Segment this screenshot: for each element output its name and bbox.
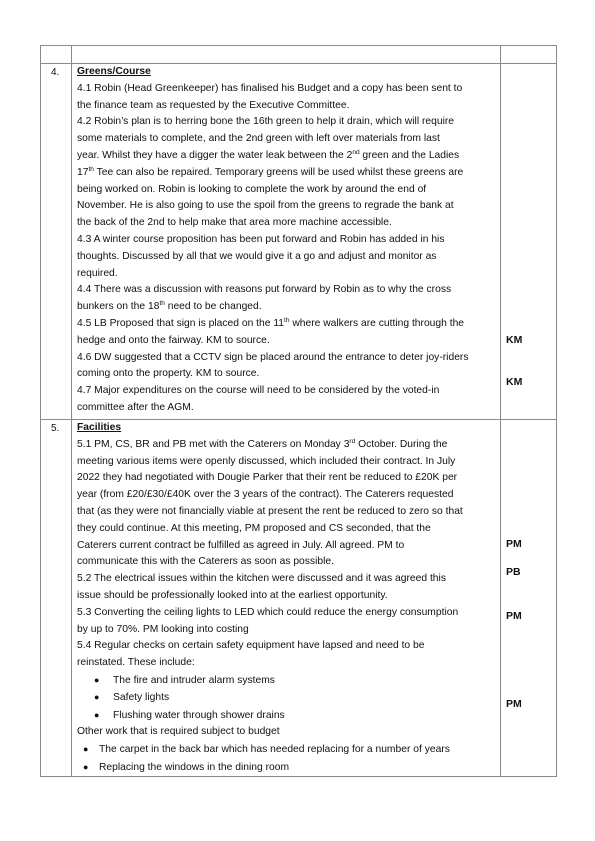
text-line: thoughts. Discussed by all that we would give it a go and adjust and monitor as	[77, 250, 437, 262]
list-item-text: Safety lights	[113, 692, 170, 704]
list-item-text: The carpet in the back bar which has needed replacing for a number of years	[99, 744, 450, 756]
list-item	[77, 672, 498, 690]
table-row-empty	[41, 46, 557, 64]
bullet-icon: ●	[94, 692, 100, 703]
list-item	[77, 759, 498, 777]
item-body	[72, 64, 501, 420]
text-line: 4.1 Robin (Head Greenkeeper) has finalised his Budget and a copy has been sent to	[77, 82, 463, 94]
text-line	[77, 165, 498, 182]
empty-cell	[41, 46, 72, 64]
text-line	[77, 148, 498, 165]
text-line: reinstated. These include:	[77, 657, 195, 669]
text-span: October. During the	[355, 438, 448, 450]
item-number: 4.	[41, 64, 72, 420]
safety-equipment-list	[77, 672, 498, 725]
text-line: Other work that is required subject to budget	[77, 726, 280, 738]
bullet-icon: ●	[83, 744, 89, 755]
action-initials: KM	[506, 376, 523, 388]
text-span: need to be changed.	[164, 301, 262, 313]
text-line: 5.2 The electrical issues within the kitchen were discussed and it was agreed this	[77, 573, 446, 585]
list-item-text: Flushing water through shower drains	[113, 709, 285, 721]
list-item	[77, 689, 498, 707]
text-span: 4.5 LB Proposed that sign is placed on the 11	[77, 317, 285, 329]
list-item-text: Replacing the windows in the dining room	[99, 761, 290, 773]
superscript: rd	[349, 437, 356, 445]
list-item-text: The fire and intruder alarm systems	[113, 674, 275, 686]
superscript: nd	[352, 148, 360, 156]
text-line: issue should be professionally looked into at the earliest opportunity.	[77, 589, 388, 601]
text-line: 4.2 Robin’s plan is to herring bone the 16th green to help it drain, which will require	[77, 116, 455, 128]
text-line: hedge and onto the fairway. KM to source.	[77, 334, 270, 346]
text-line: some materials to complete, and the 2nd green with left over materials from last	[77, 133, 440, 145]
bullet-icon: ●	[94, 674, 100, 685]
list-item	[77, 707, 498, 725]
bullet-icon: ●	[94, 709, 100, 720]
section-heading: Greens/Course	[77, 66, 151, 77]
superscript: th	[284, 316, 290, 324]
table-row-greens-course	[41, 64, 557, 420]
table-row-facilities	[41, 420, 557, 777]
action-initials: PM	[506, 610, 522, 622]
text-line	[77, 437, 498, 454]
empty-cell	[72, 46, 501, 64]
text-line: 4.7 Major expenditures on the course will need to be considered by the voted-in	[77, 385, 440, 397]
bullet-icon: ●	[83, 761, 89, 772]
text-span: bunkers on the 18	[77, 301, 160, 313]
superscript: th	[88, 165, 94, 173]
text-line: year (from £20/£30/£40K over the 3 years of the contract). The Caterers requested	[77, 489, 454, 501]
text-line	[77, 299, 498, 316]
text-line: 4.3 A winter course proposition has been put forward and Robin has added in his	[77, 233, 445, 245]
text-line: communicate this with the Caterers as soon as possible.	[77, 556, 334, 568]
action-initials: PM	[506, 698, 522, 710]
text-span: green and the Ladies	[359, 149, 460, 161]
text-line: meeting various items were openly discussed, which included their contract. In July	[77, 455, 456, 467]
text-line: coming onto the property. KM to source.	[77, 368, 260, 380]
text-line: committee after the AGM.	[77, 401, 194, 413]
text-line: 4.6 DW suggested that a CCTV sign be placed around the entrance to deter joy-riders	[77, 351, 469, 363]
action-initials: PB	[506, 566, 521, 578]
item-body	[72, 420, 501, 777]
action-initials: KM	[506, 334, 523, 346]
item-number: 5.	[41, 420, 72, 777]
text-line: 2022 they had negotiated with Dougie Parker that their rent be reduced to £20K per	[77, 472, 458, 484]
section-heading: Facilities	[77, 422, 122, 433]
text-line: by up to 70%. PM looking into costing	[77, 623, 249, 635]
superscript: th	[159, 300, 165, 308]
text-span: 17	[77, 166, 89, 178]
other-work-list	[77, 741, 498, 776]
text-line: that (as they were not financially viable at present the rent be reduced to zero so that	[77, 505, 463, 517]
text-line: they could continue. At this meeting, PM proposed and CS seconded, that the	[77, 522, 431, 534]
text-span: year. Whilst they have a digger the water leak between the 2	[77, 149, 353, 161]
minutes-table	[40, 45, 557, 777]
list-item	[77, 741, 498, 759]
action-cell	[501, 420, 557, 777]
action-initials: PM	[506, 538, 522, 550]
text-line: 5.4 Regular checks on certain safety equipment have lapsed and need to be	[77, 640, 425, 652]
text-span: Tee can also be repaired. Temporary greens will be used whilst these greens are	[93, 166, 464, 178]
text-line: 5.3 Converting the ceiling lights to LED which could reduce the energy consumption	[77, 606, 459, 618]
action-cell	[501, 64, 557, 420]
text-line: November. He is also going to use the spoil from the greens to regrade the bank at	[77, 200, 454, 212]
text-line: the back of the 2nd to help make that area more machine accessible.	[77, 217, 392, 229]
text-line: being worked on. Robin is looking to complete the work by around the end of	[77, 183, 427, 195]
text-span: where walkers are cutting through the	[289, 317, 465, 329]
text-span: 5.1 PM, CS, BR and PB met with the Caterers on Monday 3	[77, 438, 350, 450]
text-line: the finance team as requested by the Executive Committee.	[77, 99, 350, 111]
empty-cell	[501, 46, 557, 64]
text-line: Caterers current contract be fulfilled as agreed in July. All agreed. PM to	[77, 539, 405, 551]
text-line	[77, 316, 498, 333]
text-line: 4.4 There was a discussion with reasons put forward by Robin as to why the cross	[77, 284, 452, 296]
text-line: required.	[77, 267, 118, 279]
